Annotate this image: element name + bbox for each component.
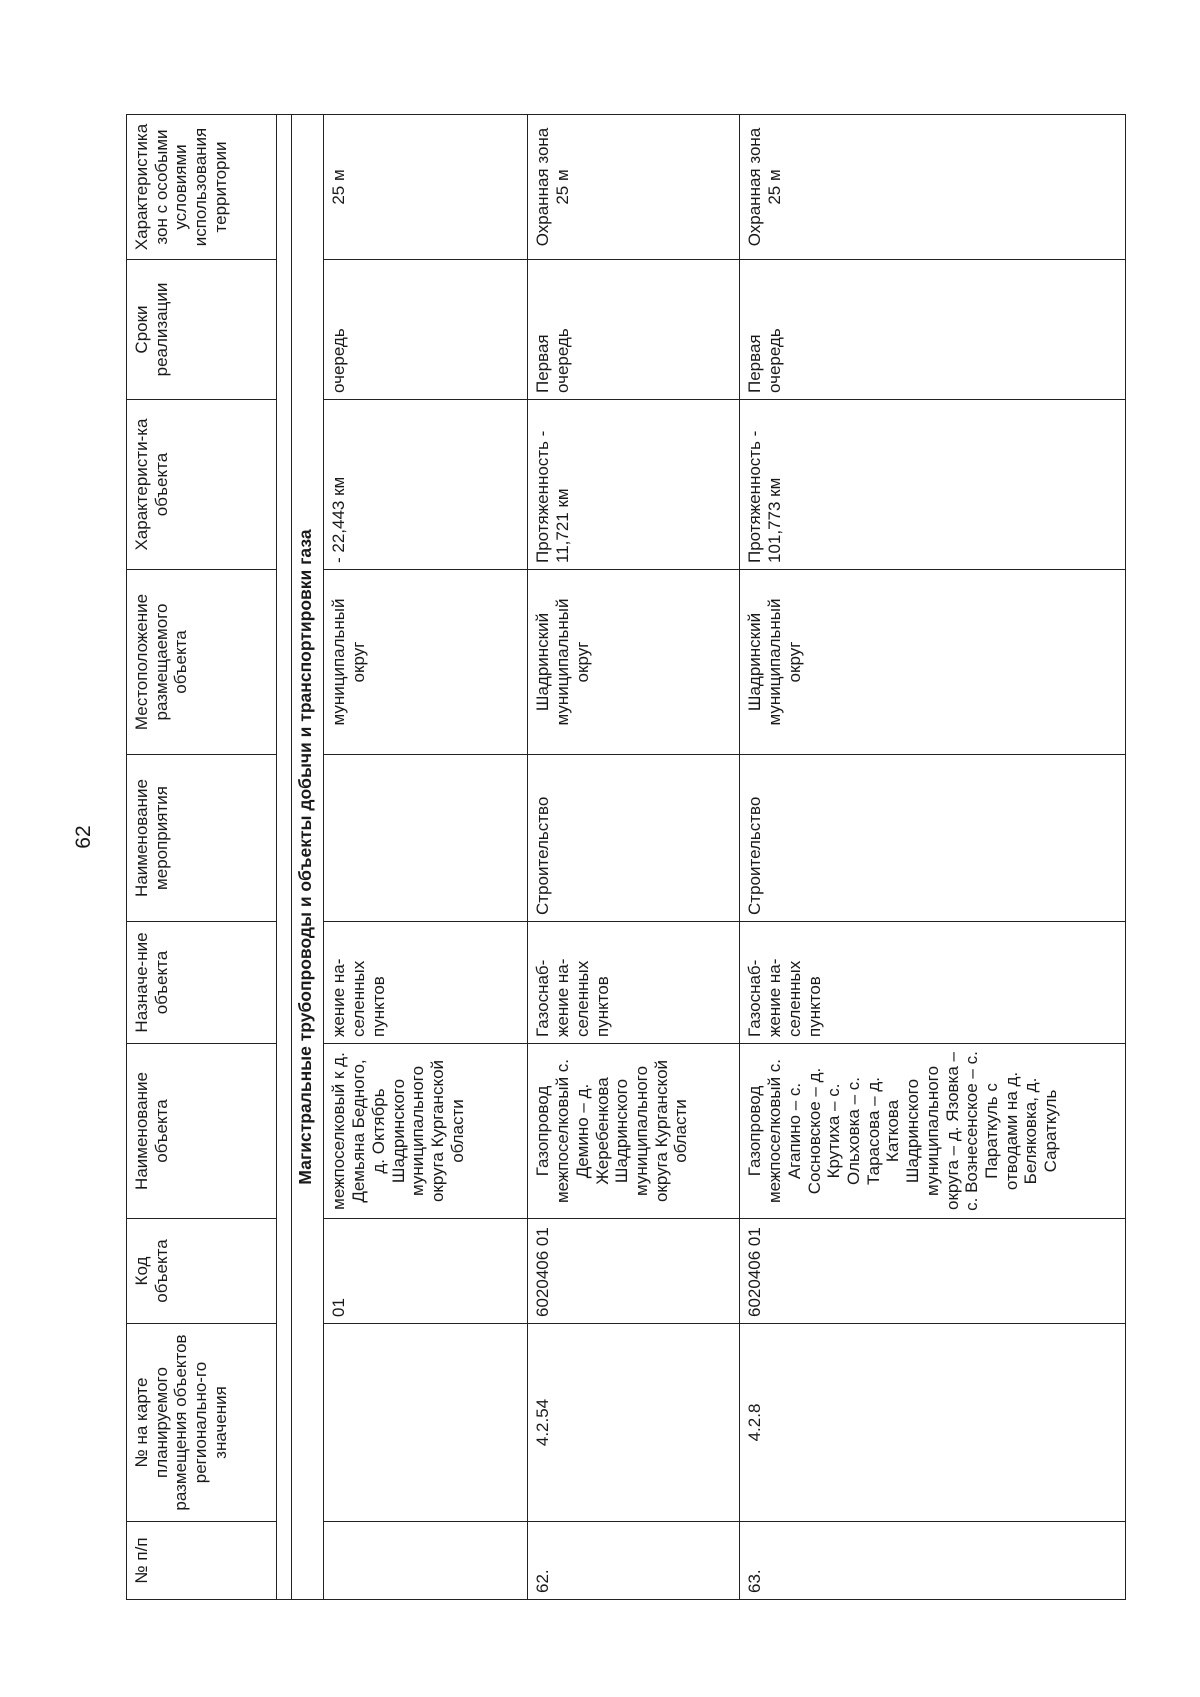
header-name: Наименование объекта [127, 1044, 277, 1219]
cell-zone: 25 м [324, 115, 528, 260]
section-row [292, 115, 324, 1600]
header-map-num: № на карте планируемого размещения объектов регионально-го значения [127, 1324, 277, 1522]
header-term: Сроки реализации [127, 260, 277, 400]
header-zone: Характеристика зон с особыми условиями использования территории [127, 115, 277, 260]
cell-action: Строительство [740, 755, 1126, 922]
table-row [528, 115, 740, 1600]
header-action: Наименование мероприятия [127, 755, 277, 922]
cell-purpose: Газоснаб-жение на-селенных пунктов [740, 922, 1126, 1044]
cell-action: Строительство [528, 755, 740, 922]
table-row [324, 115, 528, 1600]
cell-name: Газопровод межпоселковый с. Демино – д. Жеребенкова Шадринского муниципального округа Курганской области [528, 1044, 740, 1219]
cell-purpose: Газоснаб-жение на-селенных пунктов [528, 922, 740, 1044]
cell-map-num [324, 1324, 528, 1522]
cell-characteristic: - 22,443 км [324, 400, 528, 570]
cell-map-num: 4.2.54 [528, 1324, 740, 1522]
cell-location: Шадринский муниципальный округ [740, 570, 1126, 755]
cell-code: 01 [324, 1219, 528, 1324]
table-row [740, 115, 1126, 1600]
cell-num: 62. [528, 1522, 740, 1600]
cell-term: Первая очередь [740, 260, 1126, 400]
header-location: Местоположение размещаемого объекта [127, 570, 277, 755]
header-row [127, 115, 277, 1600]
cell-characteristic: Протяженность - 11,721 км [528, 400, 740, 570]
cell-name: межпоселковый к д. Демьяна Бедного, д. Октябрь Шадринского муниципального округа Курганской области [324, 1044, 528, 1219]
header-code: Код объекта [127, 1219, 277, 1324]
section-title: Магистральные трубопроводы и объекты добычи и транспортировки газа [292, 115, 324, 1600]
cell-num: 63. [740, 1522, 1126, 1600]
cell-map-num: 4.2.8 [740, 1324, 1126, 1522]
page-number: 62 [72, 825, 95, 849]
cell-characteristic: Протяженность - 101,773 км [740, 400, 1126, 570]
objects-table [126, 114, 1126, 1600]
cell-location: Шадринский муниципальный округ [528, 570, 740, 755]
cell-zone: Охранная зона 25 м [740, 115, 1126, 260]
rotated-table-wrapper [126, 115, 1126, 1600]
cell-term: Первая очередь [528, 260, 740, 400]
spacer-row [277, 115, 292, 1600]
cell-code: 6020406 01 [740, 1219, 1126, 1324]
cell-term: очередь [324, 260, 528, 400]
header-num: № п/п [127, 1522, 277, 1600]
cell-num [324, 1522, 528, 1600]
header-characteristic: Характеристи-ка объекта [127, 400, 277, 570]
header-purpose: Назначе-ние объекта [127, 922, 277, 1044]
cell-code: 6020406 01 [528, 1219, 740, 1324]
cell-purpose: жение на-селенных пунктов [324, 922, 528, 1044]
cell-name: Газопровод межпоселковый с. Агапино – с. Сосновское – д. Крутиха – с. Ольховка – с. Тарасова – д. Каткова Шадринского муниципального округа – д. Язовка – с. Вознесенское – с. Параткуль с отводами на д. Беляковка, д. Сараткуль [740, 1044, 1126, 1219]
cell-zone: Охранная зона 25 м [528, 115, 740, 260]
cell-location: муниципальный округ [324, 570, 528, 755]
cell-action [324, 755, 528, 922]
